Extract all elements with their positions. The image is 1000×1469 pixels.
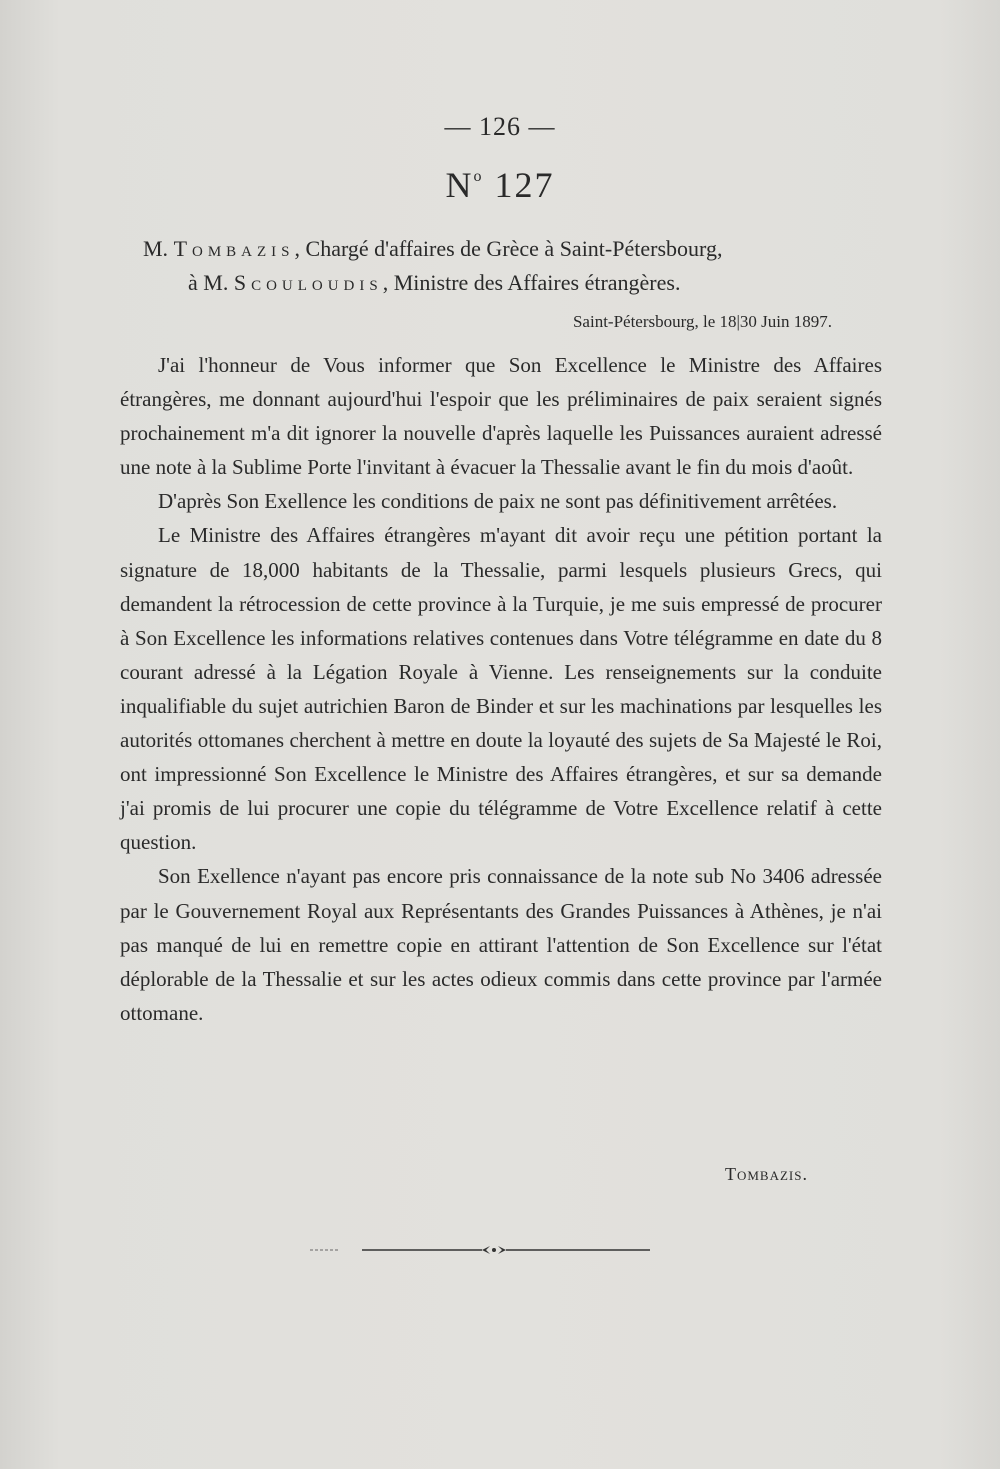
recipient-prefix: à M. <box>188 270 234 295</box>
recipient-name: Scouloudis <box>233 270 383 295</box>
doc-number-value: 127 <box>494 165 555 205</box>
letter-body <box>120 348 882 1030</box>
paragraph: D'après Son Exellence les conditions de paix ne sont pas définitivement arrêtées. <box>158 489 838 514</box>
sender-name: Tombazis <box>173 236 295 261</box>
recipient-title: , Ministre des Affaires étrangères. <box>382 270 681 295</box>
signature: Tombazis. <box>724 1164 808 1184</box>
page-number: — 126 — <box>444 112 556 141</box>
paragraph: Son Exellence n'ayant pas encore pris connaissance de la note sub No 3406 adressée par le Gouvernement Royal aux Représentants des Grandes Puissances à Athènes, je n'ai pas manqué de lui en remettre copie en attirant l'attention de Son Excellence sur l'état déplorable de la Thessalie et sur les actes odieux commis dans cette province par l'armée ottomane. <box>120 864 882 1025</box>
doc-number-prefix: N <box>445 165 474 205</box>
sender-prefix: M. <box>143 236 174 261</box>
sender-title: , Chargé d'affaires de Grèce à Saint-Pétersbourg, <box>294 236 723 261</box>
paragraph: Le Ministre des Affaires étrangères m'ayant dit avoir reçu une pétition portant la signature de 18,000 habitants de la Thessalie, parmi lesquels plusieurs Grecs, qui demandent la rétrocession de cette province à la Turquie, je me suis empressé de procurer à Son Excellence les informations relatives contenues dans Votre télégramme en date du 8 courant adressé à la Légation Royale à Vienne. Les renseignements sur la conduite inqualifiable du sujet autrichien Baron de Binder et sur les machinations par lesquelles les autorités ottomanes cherchent à mettre en doute la loyauté des sujets de Sa Majesté le Roi, ont impressionné Son Excellence le Ministre des Affaires étrangères, et sur sa demande j'ai promis de lui procurer une copie du télégramme de Votre Excellence relatif à cette question. <box>120 523 882 855</box>
header-sender-line <box>143 236 722 262</box>
dateline: Saint-Pétersbourg, le 18|30 Juin 1897. <box>572 312 832 331</box>
divider-ornament <box>310 1243 650 1257</box>
header-recipient-line <box>188 270 680 296</box>
doc-number-sup: o <box>473 168 484 185</box>
paragraph: J'ai l'honneur de Vous informer que Son Excellence le Ministre des Affaires étrangères, me donnant aujourd'hui l'espoir que les préliminaires de paix seraient signés prochainement m'a dit ignorer la nouvelle d'après laquelle les Puissances auraient adressé une note à la Sublime Porte l'invitant à évacuer la Thessalie avant le fin du mois d'août. <box>120 353 882 480</box>
document-number <box>0 164 1000 206</box>
